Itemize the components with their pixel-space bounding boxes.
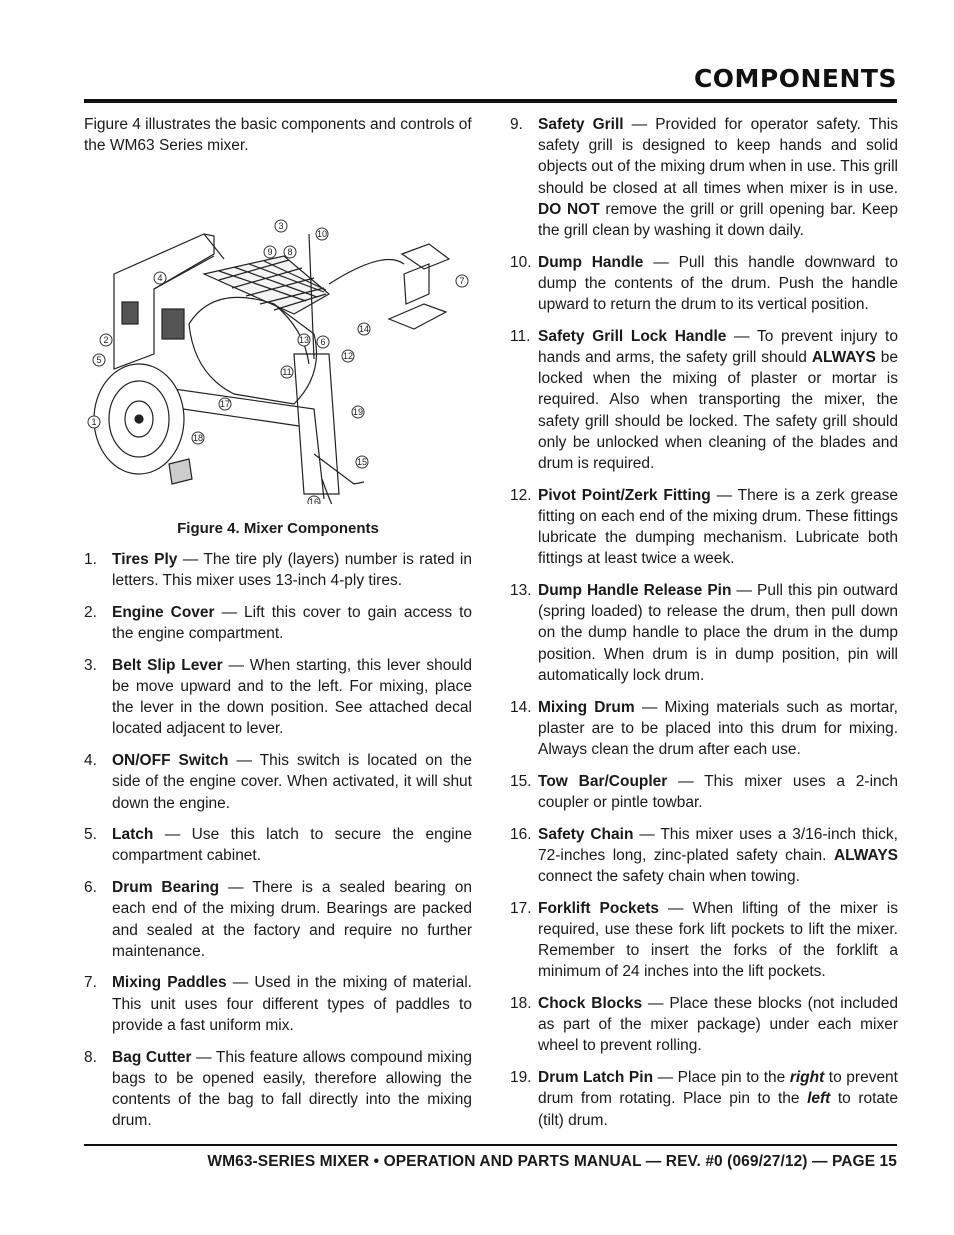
svg-text:13: 13	[298, 335, 310, 345]
left-column	[84, 114, 472, 1142]
callout-13	[298, 334, 310, 346]
svg-text:16: 16	[308, 497, 320, 504]
mixer-illustration	[84, 164, 472, 504]
list-item: 2. Engine Cover — Lift this cover to gain access to the engine compartment.	[84, 603, 472, 643]
svg-text:7: 7	[459, 276, 465, 286]
callout-14	[358, 323, 370, 335]
page-title: COMPONENTS	[693, 64, 897, 93]
svg-text:3: 3	[278, 221, 284, 231]
svg-text:18: 18	[192, 433, 204, 443]
list-item: 19. Drum Latch Pin — Place pin to the right to prevent drum from rotating. Place pin to the left to rotate (tilt) drum.	[510, 1069, 898, 1129]
svg-text:14: 14	[358, 324, 370, 334]
callout-6	[317, 336, 329, 348]
list-item: 7. Mixing Paddles — Used in the mixing of material. This unit uses four different types of paddles to provide a fast uniform mix.	[84, 974, 472, 1034]
mixer-components-figure	[84, 164, 472, 504]
callout-8	[284, 246, 296, 258]
svg-text:5: 5	[96, 355, 102, 365]
svg-text:15: 15	[356, 457, 368, 467]
wheel	[94, 364, 184, 474]
callout-15	[356, 456, 368, 468]
callout-18	[192, 432, 204, 444]
header-rule	[84, 99, 897, 103]
callout-19	[352, 406, 364, 418]
svg-text:17: 17	[219, 399, 231, 409]
svg-text:8: 8	[287, 247, 293, 257]
callout-17	[219, 398, 231, 410]
intro-paragraph: Figure 4 illustrates the basic components and controls of the WM63 Series mixer.	[84, 116, 472, 154]
list-item: 13. Dump Handle Release Pin — Pull this pin outward (spring loaded) to release the drum, then pull down on the dump handle to place the drum in the dump position. When drum is in dump position, pin will automatically lock drum.	[510, 582, 898, 684]
svg-text:9: 9	[267, 247, 273, 257]
callout-5	[93, 354, 105, 366]
mixing-drum	[189, 297, 317, 404]
callout-12	[342, 350, 354, 362]
list-item: 16. Safety Chain — This mixer uses a 3/16-inch thick, 72-inches long, zinc-plated safety chain. ALWAYS connect the safety chain when towing.	[510, 825, 898, 885]
list-item: 5. Latch — Use this latch to secure the engine compartment cabinet.	[84, 826, 472, 865]
page-footer: WM63-SERIES MIXER • OPERATION AND PARTS MANUAL — REV. #0 (069/27/12) — PAGE 15	[207, 1153, 897, 1170]
svg-text:2: 2	[103, 335, 109, 345]
tow-bar	[294, 354, 339, 494]
callout-4	[154, 272, 166, 284]
list-item: 12. Pivot Point/Zerk Fitting — There is a zerk grease fitting on each end of the mixing drum. These fittings lubricate the dumping mechanism. Lubricate both fittings at least twice a week.	[510, 486, 898, 568]
svg-text:12: 12	[342, 351, 354, 361]
list-item: 10. Dump Handle — Pull this handle downward to dump the contents of the drum. Push the handle upward to return the drum to its vertical position.	[510, 253, 898, 314]
list-item: 6. Drum Bearing — There is a sealed bearing on each end of the mixing drum. Bearings are packed and sealed at the factory and require no further maintenance.	[84, 879, 473, 960]
paddles-detail	[329, 244, 449, 329]
callout-1	[88, 416, 100, 428]
list-item: 17. Forklift Pockets — When lifting of the mixer is required, use these fork lift pockets to lift the mixer. Remember to insert the forks of the forklift a minimum of 24 inches into the lift pockets.	[510, 899, 899, 981]
chock-block	[169, 459, 192, 484]
figure-caption: Figure 4. Mixer Components	[177, 520, 379, 537]
svg-text:6: 6	[320, 337, 326, 347]
list-item: 14. Mixing Drum — Mixing materials such as mortar, plaster are to be placed into this drum for mixing. Always clean the drum after each use.	[510, 698, 898, 758]
list-item: 18. Chock Blocks — Place these blocks (not included as part of the mixer package) under each mixer wheel to prevent rolling.	[510, 995, 898, 1055]
list-item: 8. Bag Cutter — This feature allows compound mixing bags to be opened easily, therefore allowing the contents of the bag to fall directly into the mixing drum.	[84, 1048, 473, 1130]
callout-7	[456, 275, 468, 287]
svg-text:10: 10	[316, 229, 328, 239]
callout-11	[281, 366, 293, 378]
svg-text:19: 19	[352, 407, 364, 417]
right-column	[510, 114, 898, 1141]
callout-10	[316, 228, 328, 240]
list-item: 3. Belt Slip Lever — When starting, this lever should be move upward and to the left. For mixing, place the lever in the down position. See attached decal located adjacent to lever.	[84, 656, 472, 738]
footer-rule	[84, 1144, 897, 1146]
list-item: 1. Tires Ply — The tire ply (layers) number is rated in letters. This mixer uses 13-inch 4-ply tires.	[84, 551, 472, 590]
callout-16	[308, 496, 320, 504]
svg-text:1: 1	[91, 417, 97, 427]
svg-text:4: 4	[157, 273, 163, 283]
list-item: 11. Safety Grill Lock Handle — To prevent injury to hands and arms, the safety grill should ALWAYS be locked when the mixing of plaster or mortar is required. Also when transporting the mixer, the safety grill should be locked. The safety grill should only be unlocked when cleaning of the blades and drum is required.	[510, 327, 898, 473]
list-item: 9. Safety Grill — Provided for operator safety. This safety grill is designed to keep hands and solid objects out of the mixing drum when in use. This grill should be closed at all times when mixer is in use. DO NOT remove the grill or grill opening bar. Keep the grill clean by washing it down daily.	[510, 116, 898, 240]
callout-9	[264, 246, 276, 258]
components-list-left	[84, 549, 472, 1131]
callout-3	[275, 220, 287, 232]
list-item: 15. Tow Bar/Coupler — This mixer uses a 2-inch coupler or pintle towbar.	[510, 772, 899, 811]
list-item: 4. ON/OFF Switch — This switch is located on the side of the engine cover. When activated, it will shut down the engine.	[84, 752, 472, 812]
callout-2	[100, 334, 112, 346]
svg-text:11: 11	[282, 367, 292, 377]
